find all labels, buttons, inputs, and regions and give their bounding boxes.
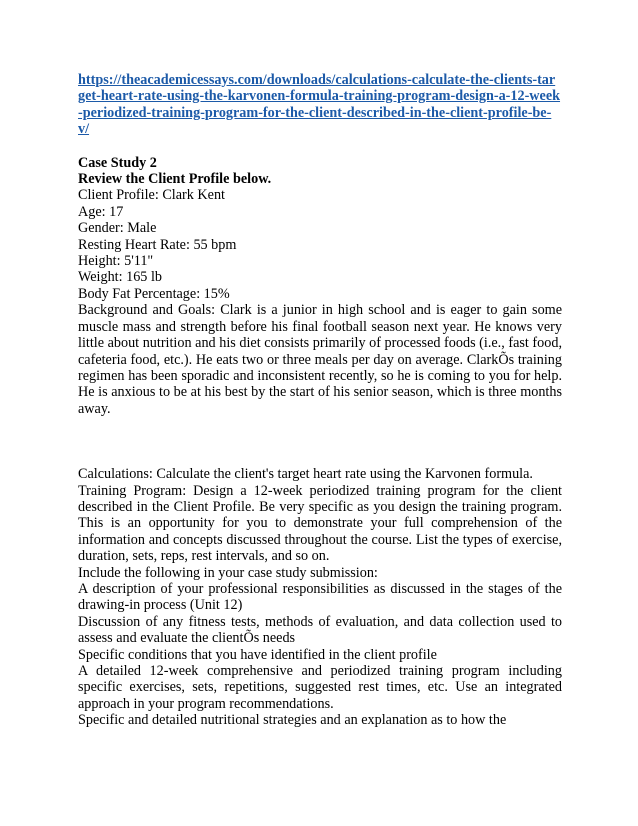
client-profile-name: Client Profile: Clark Kent bbox=[78, 187, 225, 204]
client-height: Height: 5'11" bbox=[78, 253, 154, 270]
calculations-paragraph: Calculations: Calculate the client's target heart rate using the Karvonen formula. bbox=[78, 466, 533, 483]
requirement-item: Specific and detailed nutritional strategies and an explanation as to how the bbox=[78, 712, 507, 729]
background-goals-paragraph: Background and Goals: Clark is a junior in high school and is eager to gain some muscle mass and strength before his final football season next year. He knows very little about nutrition and his diet consists primarily of processed foods (i.e., fast food, cafeteria food, etc.). He eats two or three meals per day on average. ClarkÕs training regimen has been sporadic and inconsistent recently, so he is coming to you for help. He is anxious to be at his best by the start of his senior season, which is three months away. bbox=[78, 302, 562, 417]
client-gender: Gender: Male bbox=[78, 220, 157, 237]
spacer bbox=[78, 417, 562, 466]
review-heading: Review the Client Profile below. bbox=[78, 171, 272, 188]
case-title: Case Study 2 bbox=[78, 154, 157, 171]
client-age: Age: 17 bbox=[78, 203, 124, 220]
source-link[interactable]: https://theacademicessays.com/downloads/calculations-calculate-the-clients-target-heart-rate-using-the-karvonen-formula-training-program-design-a-12-week-periodized-training-program-for-the-client-described-in-the-client-profile-be-v/ bbox=[78, 72, 561, 138]
requirement-item: A description of your professional responsibilities as discussed in the stages of the drawing-in process (Unit 12) bbox=[78, 580, 562, 614]
requirement-item: Specific conditions that you have identified in the client profile bbox=[78, 646, 437, 663]
client-body-fat: Body Fat Percentage: 15% bbox=[78, 285, 230, 302]
include-line: Include the following in your case study submission: bbox=[78, 564, 378, 581]
requirement-item: A detailed 12-week comprehensive and periodized training program including specific exercises, sets, repetitions, suggested rest times, etc. Use an integrated approach in your program recommendations. bbox=[78, 663, 562, 712]
document-page bbox=[78, 72, 562, 729]
client-weight: Weight: 165 lb bbox=[78, 269, 162, 286]
requirement-item: Discussion of any fitness tests, methods of evaluation, and data collection used to assess and evaluate the clientÕs needs bbox=[78, 613, 562, 647]
client-resting-heart-rate: Resting Heart Rate: 55 bpm bbox=[78, 236, 237, 253]
spacer bbox=[78, 138, 562, 155]
training-program-paragraph: Training Program: Design a 12-week periodized training program for the client described in the Client Profile. Be very specific as you design the training program. This is an opportunity for you to demonstrate your full comprehension of the information and concepts discussed throughout the course. List the types of exercise, duration, sets, reps, rest intervals, and so on. bbox=[78, 482, 562, 565]
